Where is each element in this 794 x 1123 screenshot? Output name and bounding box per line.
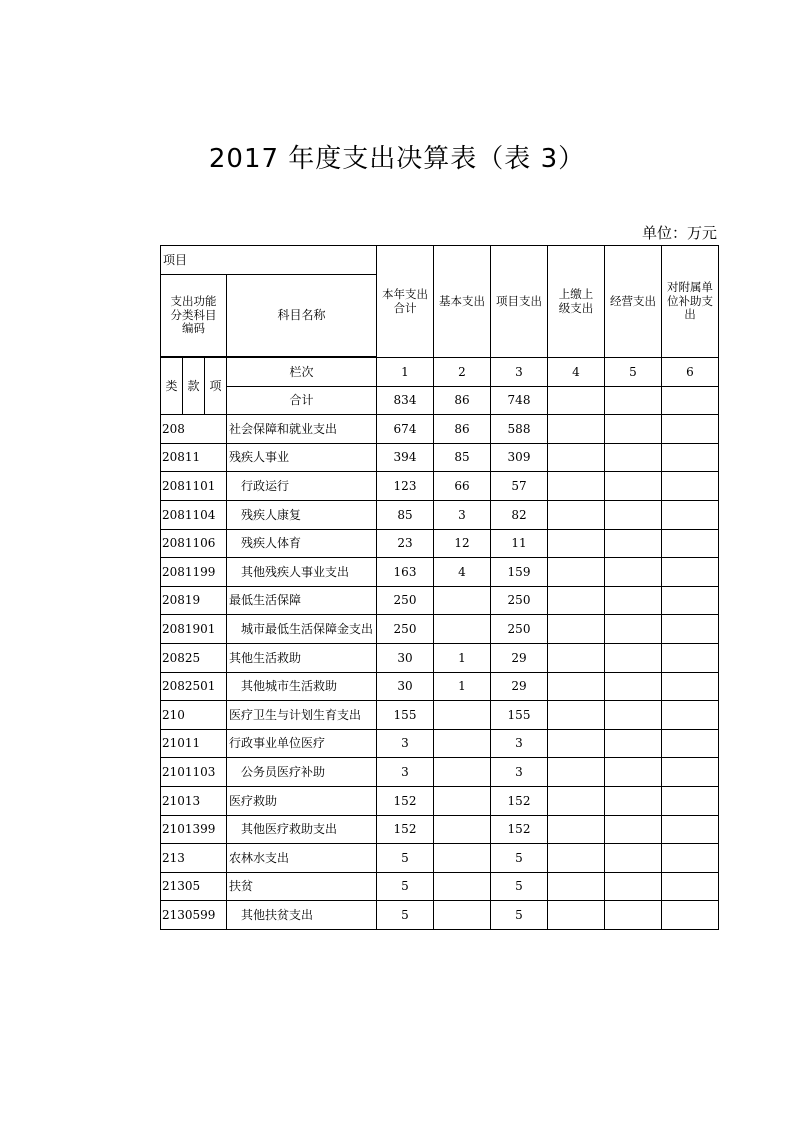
row-value-basic: 4 <box>434 558 491 587</box>
row-name: 残疾人事业 <box>227 443 377 472</box>
table-row <box>161 615 719 644</box>
row-value-basic: 1 <box>434 672 491 701</box>
row-value-basic <box>434 615 491 644</box>
table-row <box>161 844 719 873</box>
row-code: 213 <box>161 844 227 873</box>
row-value-total: 5 <box>377 872 434 901</box>
row-value-project: 3 <box>491 729 548 758</box>
row-value-project: 159 <box>491 558 548 587</box>
table-row <box>161 901 719 930</box>
row-code: 2130599 <box>161 901 227 930</box>
header-col-project: 项目支出 <box>491 246 548 358</box>
row-value-total: 163 <box>377 558 434 587</box>
row-code: 2081106 <box>161 529 227 558</box>
row-code: 2081104 <box>161 500 227 529</box>
table-row <box>161 758 719 787</box>
header-lanci: 栏次 <box>227 358 377 387</box>
header-xiang: 项 <box>205 358 227 415</box>
row-value-project: 11 <box>491 529 548 558</box>
col-number: 5 <box>605 358 662 387</box>
row-value-total: 23 <box>377 529 434 558</box>
row-name: 城市最低生活保障金支出 <box>227 615 377 644</box>
row-value-total: 30 <box>377 643 434 672</box>
row-value-project: 155 <box>491 701 548 730</box>
row-value-project: 5 <box>491 872 548 901</box>
row-code: 2081101 <box>161 472 227 501</box>
table-row <box>161 529 719 558</box>
row-name: 行政事业单位医疗 <box>227 729 377 758</box>
table-row <box>161 672 719 701</box>
row-value-basic <box>434 815 491 844</box>
row-code: 20825 <box>161 643 227 672</box>
header-lei: 类 <box>161 358 183 415</box>
row-code: 2101399 <box>161 815 227 844</box>
row-value-total: 152 <box>377 815 434 844</box>
row-name: 医疗卫生与计划生育支出 <box>227 701 377 730</box>
header-col-basic: 基本支出 <box>434 246 491 358</box>
row-value-basic: 12 <box>434 529 491 558</box>
table-row <box>161 558 719 587</box>
row-name: 公务员医疗补助 <box>227 758 377 787</box>
row-value-total: 152 <box>377 786 434 815</box>
row-value-project: 588 <box>491 415 548 444</box>
row-value-project: 3 <box>491 758 548 787</box>
row-value-project: 5 <box>491 844 548 873</box>
row-value-total: 85 <box>377 500 434 529</box>
row-value-basic: 86 <box>434 415 491 444</box>
table-row <box>161 415 719 444</box>
row-value-project: 250 <box>491 615 548 644</box>
row-code: 210 <box>161 701 227 730</box>
row-name: 农林水支出 <box>227 844 377 873</box>
table-row <box>161 701 719 730</box>
header-col-total: 本年支出合计 <box>377 246 434 358</box>
row-value-total: 674 <box>377 415 434 444</box>
row-value-basic <box>434 586 491 615</box>
total-label: 合计 <box>227 386 377 415</box>
row-name: 其他城市生活救助 <box>227 672 377 701</box>
row-value-total: 3 <box>377 729 434 758</box>
row-value-basic: 1 <box>434 643 491 672</box>
table-row <box>161 872 719 901</box>
row-value-project: 250 <box>491 586 548 615</box>
row-value-basic <box>434 786 491 815</box>
row-value-project: 5 <box>491 901 548 930</box>
row-name: 医疗救助 <box>227 786 377 815</box>
row-value-basic <box>434 901 491 930</box>
row-value-total: 5 <box>377 901 434 930</box>
table-row <box>161 443 719 472</box>
row-name: 其他生活救助 <box>227 643 377 672</box>
header-col-business: 经营支出 <box>605 246 662 358</box>
row-value-total: 30 <box>377 672 434 701</box>
total-value-3: 748 <box>491 386 548 415</box>
row-value-basic: 66 <box>434 472 491 501</box>
table-row <box>161 729 719 758</box>
row-name: 扶贫 <box>227 872 377 901</box>
row-code: 208 <box>161 415 227 444</box>
total-value-1: 834 <box>377 386 434 415</box>
row-name: 其他医疗救助支出 <box>227 815 377 844</box>
row-code: 21011 <box>161 729 227 758</box>
expenditure-table <box>160 245 719 930</box>
row-value-total: 250 <box>377 615 434 644</box>
row-name: 其他残疾人事业支出 <box>227 558 377 587</box>
row-code: 2101103 <box>161 758 227 787</box>
col-number: 4 <box>548 358 605 387</box>
row-value-total: 123 <box>377 472 434 501</box>
col-number: 6 <box>662 358 719 387</box>
table-row <box>161 643 719 672</box>
unit-label: 单位：万元 <box>641 224 717 242</box>
row-value-total: 3 <box>377 758 434 787</box>
header-project: 项目 <box>161 246 377 275</box>
row-name: 其他扶贫支出 <box>227 901 377 930</box>
row-code: 20819 <box>161 586 227 615</box>
row-value-basic: 85 <box>434 443 491 472</box>
row-value-project: 29 <box>491 672 548 701</box>
row-value-basic <box>434 844 491 873</box>
row-name: 残疾人体育 <box>227 529 377 558</box>
row-code: 2081199 <box>161 558 227 587</box>
row-code: 2081901 <box>161 615 227 644</box>
header-func-code: 支出功能分类科目编码 <box>161 275 227 357</box>
table-row <box>161 815 719 844</box>
col-number: 2 <box>434 358 491 387</box>
row-value-total: 5 <box>377 844 434 873</box>
row-value-project: 57 <box>491 472 548 501</box>
row-value-total: 250 <box>377 586 434 615</box>
row-code: 21013 <box>161 786 227 815</box>
page-title: 2017 年度支出决算表（表 3） <box>208 144 586 174</box>
row-value-total: 394 <box>377 443 434 472</box>
table-row <box>161 500 719 529</box>
total-value-2: 86 <box>434 386 491 415</box>
header-col-subsidy: 对附属单位补助支出 <box>662 246 719 358</box>
row-code: 20811 <box>161 443 227 472</box>
header-kuan: 款 <box>183 358 205 415</box>
row-value-basic <box>434 701 491 730</box>
row-name: 行政运行 <box>227 472 377 501</box>
row-value-basic: 3 <box>434 500 491 529</box>
row-value-basic <box>434 729 491 758</box>
row-value-project: 29 <box>491 643 548 672</box>
row-value-project: 309 <box>491 443 548 472</box>
col-number: 3 <box>491 358 548 387</box>
row-name: 社会保障和就业支出 <box>227 415 377 444</box>
header-subject-name: 科目名称 <box>227 275 377 357</box>
table-row <box>161 472 719 501</box>
row-code: 21305 <box>161 872 227 901</box>
col-number: 1 <box>377 358 434 387</box>
header-col-superior: 上缴上级支出 <box>548 246 605 358</box>
row-name: 最低生活保障 <box>227 586 377 615</box>
row-name: 残疾人康复 <box>227 500 377 529</box>
row-value-total: 155 <box>377 701 434 730</box>
row-value-basic <box>434 758 491 787</box>
row-value-project: 152 <box>491 815 548 844</box>
table-row <box>161 786 719 815</box>
table-row <box>161 586 719 615</box>
row-value-project: 82 <box>491 500 548 529</box>
row-code: 2082501 <box>161 672 227 701</box>
row-value-project: 152 <box>491 786 548 815</box>
row-value-basic <box>434 872 491 901</box>
